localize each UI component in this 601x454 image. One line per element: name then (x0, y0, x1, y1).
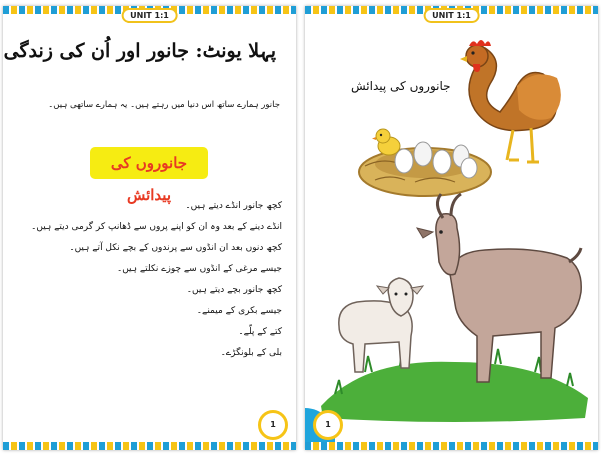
bottom-border (3, 442, 296, 450)
section-heading: جانوروں کی پیدائش (90, 147, 208, 179)
page-number: 1 (258, 410, 288, 440)
page-number: 1 (313, 410, 343, 440)
page-title: پہلا یونٹ: جانور اور اُن کی زندگی (3, 40, 276, 62)
body-line: جیسے بکری کے میمنے۔ (196, 306, 282, 316)
body-line: جیسے مرغی کے انڈوں سے چوزے نکلتے ہیں۔ (116, 264, 282, 274)
left-page (3, 6, 296, 450)
body-line: کچھ جانور انڈے دیتے ہیں۔ (185, 201, 282, 211)
body-line: کتے کے پلّے۔ (238, 327, 282, 337)
nest-with-eggs-illustration (359, 129, 491, 196)
farm-animals-illustration (305, 6, 598, 450)
hen-illustration (460, 40, 561, 162)
right-page (305, 6, 598, 450)
body-line: کچھ دنوں بعد ان انڈوں سے پرندوں کے بچے نکل آتے ہیں۔ (69, 243, 282, 253)
unit-label: UNIT 1:1 (121, 8, 178, 23)
body-line: انڈے دینے کے بعد وہ ان کو اپنے پروں سے ڈھانپ کر گرمی دیتے ہیں۔ (31, 222, 282, 232)
intro-text: جانور ہمارے ساتھ اس دنیا میں رہتے ہیں۔ یہ ہمارے ساتھی ہیں۔ (48, 100, 280, 110)
body-lines (31, 196, 282, 364)
unit-label: UNIT 1:1 (423, 8, 480, 23)
illustration-heading: جانوروں کی پیدائش (351, 79, 451, 93)
body-line: بلی کے بلونگڑے۔ (220, 348, 282, 358)
body-line: کچھ جانور بچے دیتے ہیں۔ (186, 285, 282, 295)
baby-goat-illustration (339, 278, 423, 372)
